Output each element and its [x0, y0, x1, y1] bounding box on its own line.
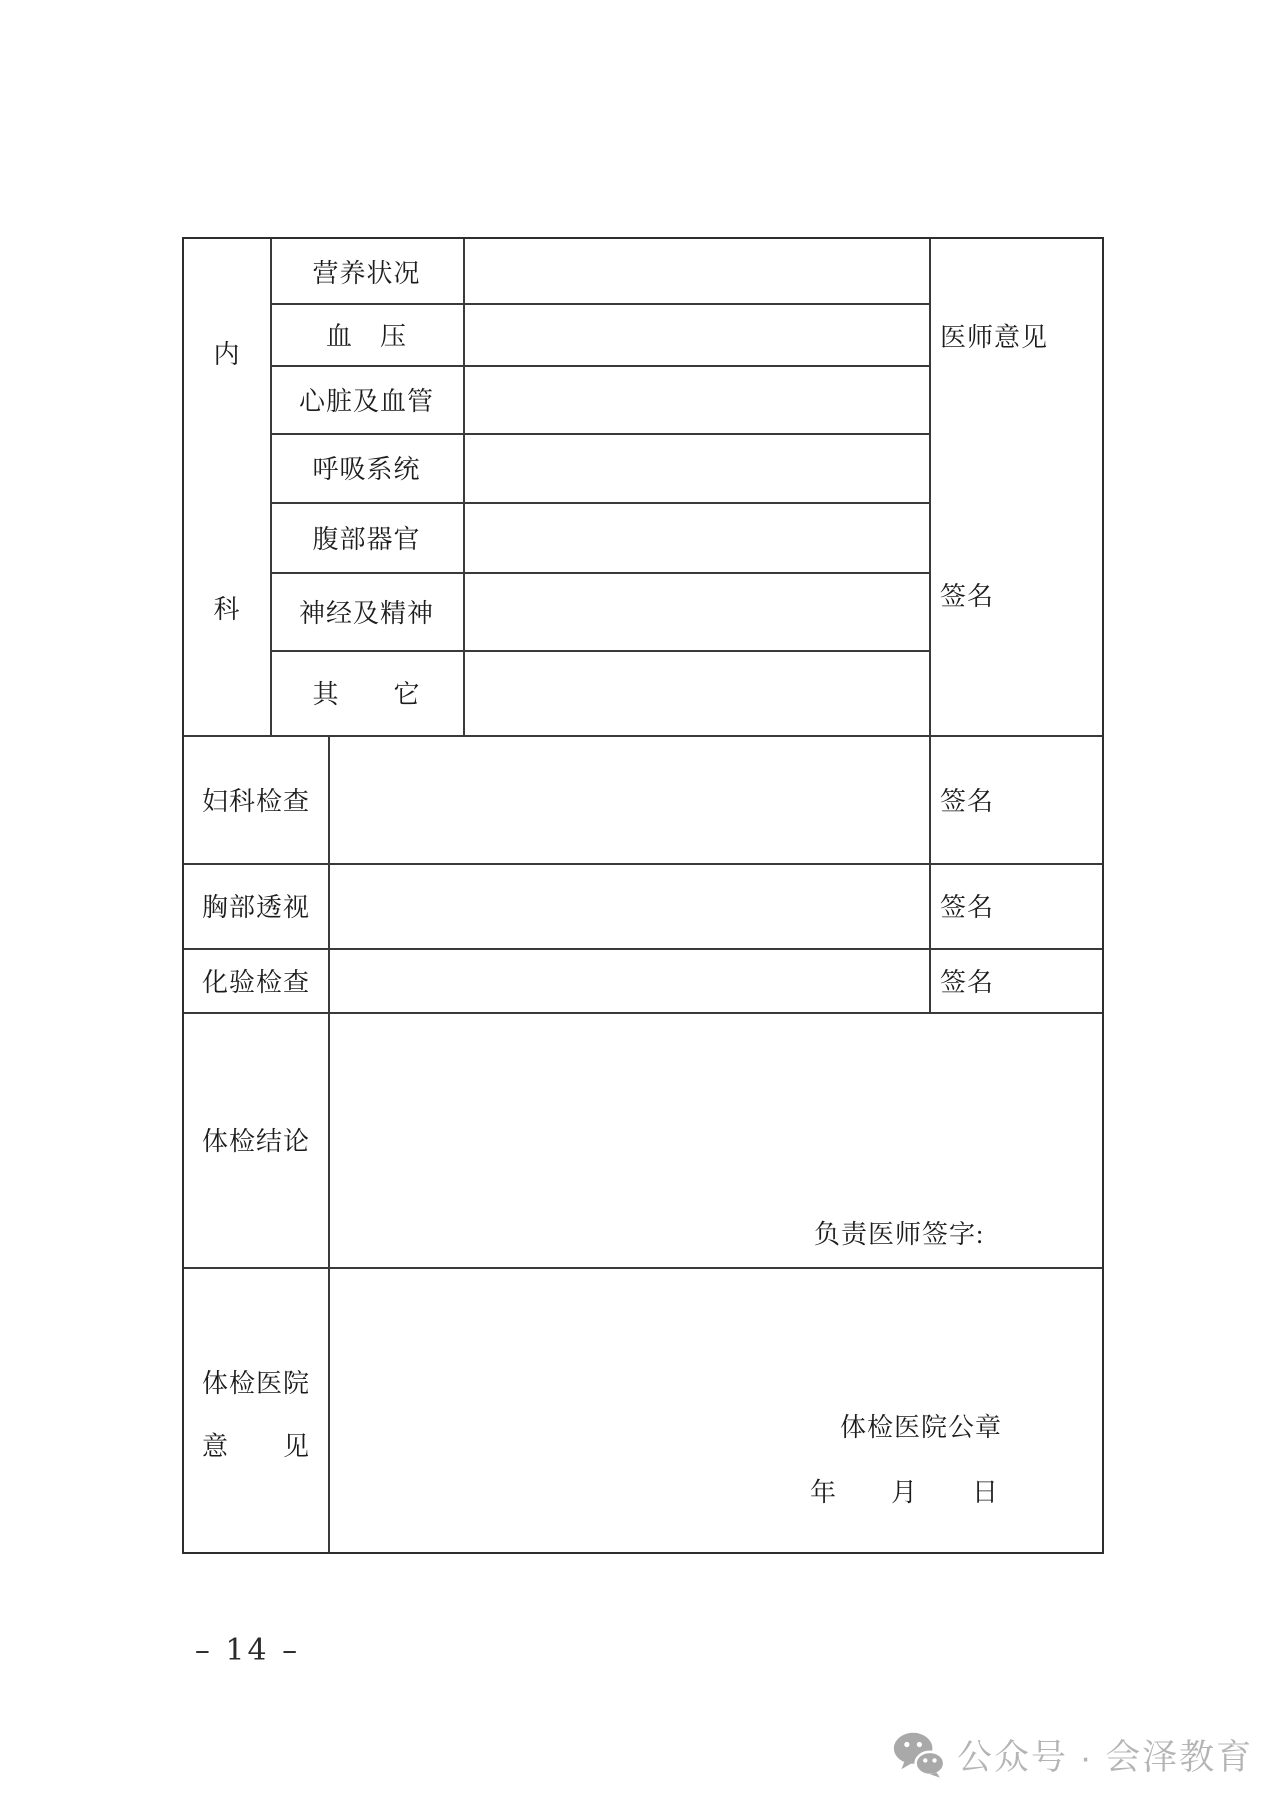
value-cell-heart-vessels [463, 365, 929, 433]
value-cell-nutrition [463, 239, 929, 303]
value-cell-exam-conclusion [328, 1012, 1102, 1212]
hospital-date-label: 年 月 日 [810, 1477, 1000, 1507]
table-gridline [929, 239, 931, 1012]
row-label-blood-pressure: 血 压 [325, 321, 407, 351]
exam-table [182, 237, 1104, 1554]
value-cell-abdominal-organs [463, 502, 929, 572]
lab-signature-label: 签名 [940, 967, 995, 997]
row-label-gynecological-exam: 妇科检查 [201, 786, 310, 816]
value-cell-chest-fluoroscopy [328, 863, 929, 948]
row-label-chest-fluoroscopy: 胸部透视 [201, 893, 310, 922]
value-cell-blood-pressure [463, 303, 929, 365]
doctor-signature-label: 签名 [940, 581, 995, 611]
value-cell-gynecological-exam [328, 735, 929, 863]
row-label-hospital-opinion-line2: 意 见 [201, 1431, 310, 1461]
chest-signature-label: 签名 [940, 892, 995, 922]
responsible-doctor-sign-label: 负责医师签字: [814, 1219, 985, 1249]
section-internal-medicine-char-top: 内 [213, 339, 241, 369]
row-label-exam-conclusion: 体检结论 [201, 1127, 310, 1156]
gyn-signature-label: 签名 [940, 786, 995, 816]
row-label-nerves-psyche: 神经及精神 [298, 598, 434, 628]
doctor-opinion-label: 医师意见 [940, 322, 1049, 352]
row-label-abdominal-organs: 腹部器官 [312, 524, 421, 554]
wechat-icon [893, 1731, 945, 1779]
hospital-seal-label: 体检医院公章 [840, 1412, 1003, 1442]
value-cell-lab-tests [328, 948, 929, 1012]
row-label-hospital-opinion-line1: 体检医院 [201, 1368, 310, 1398]
row-label-nutrition: 营养状况 [312, 258, 421, 288]
value-cell-hospital-opinion [328, 1267, 1102, 1387]
row-label-respiratory: 呼吸系统 [312, 455, 421, 484]
row-label-lab-tests: 化验检查 [201, 967, 310, 997]
row-label-other: 其 它 [312, 680, 421, 709]
value-cell-respiratory [463, 433, 929, 502]
row-label-heart-vessels: 心脏及血管 [298, 386, 434, 416]
watermark [893, 1725, 1253, 1785]
value-cell-nerves-psyche [463, 572, 929, 650]
page-number: – 14 – [194, 1632, 301, 1668]
watermark-text: 公众号 · 会泽教育 [957, 1738, 1254, 1777]
section-internal-medicine-char-bottom: 科 [213, 594, 241, 624]
value-cell-other [463, 650, 929, 735]
